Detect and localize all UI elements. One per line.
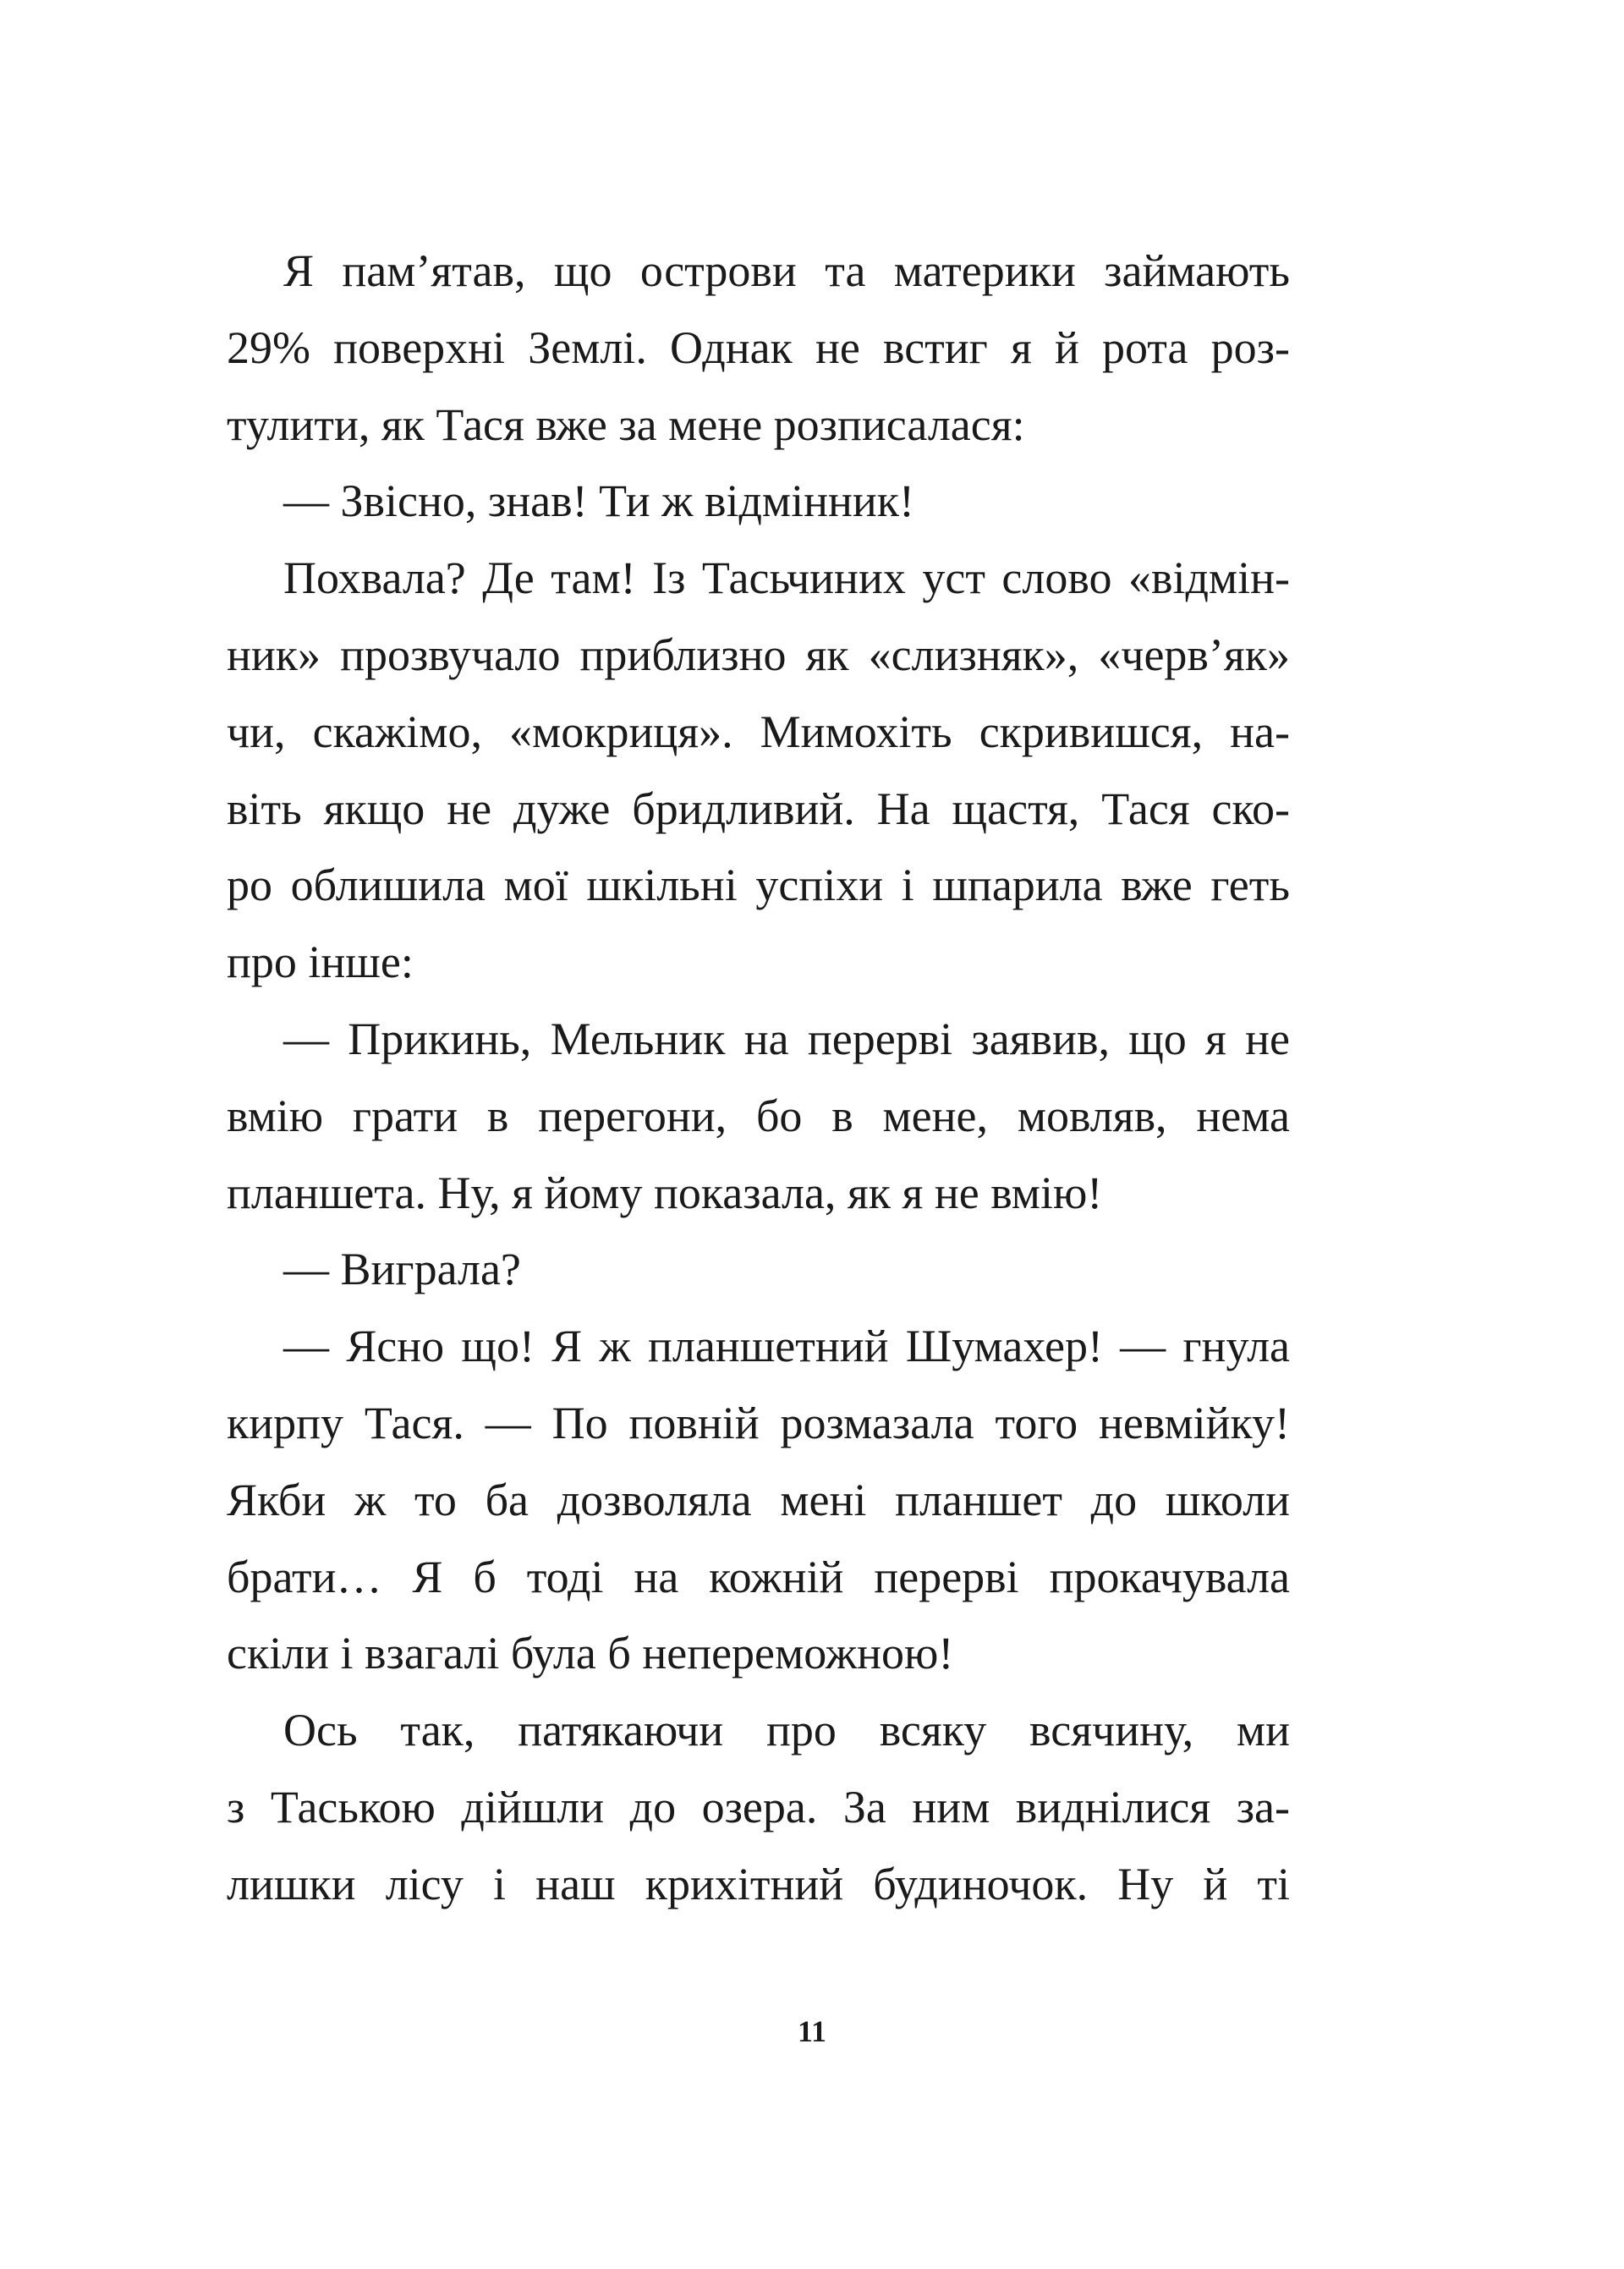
text-line-content: кирпу Тася. — По повній розмазала того невмійку! (227, 1397, 1290, 1448)
text-line (227, 1011, 1290, 1088)
text-line (227, 1472, 1290, 1549)
text-line-content: тулити, як Тася вже за мене розписалася: (227, 398, 1025, 450)
text-line-content: — Прикинь, Мельник на перерві заявив, що я не (283, 1013, 1290, 1064)
text-line (227, 1625, 1290, 1702)
text-line (227, 1702, 1290, 1779)
page-number: 11 (797, 2014, 826, 2048)
text-line-content: чи, скажімо, «мокриця». Мимохіть скривишся, на- (227, 706, 1290, 757)
text-line-content: Похвала? Де там! Із Тасьчиних уст слово «відмін- (283, 552, 1290, 604)
text-line-content: скіли і взагалі була б непереможною! (227, 1628, 954, 1679)
text-line (227, 397, 1290, 474)
text-line-content: Я пам’ятав, що острови та материки займають (283, 245, 1290, 296)
text-line (227, 627, 1290, 704)
text-line (227, 1088, 1290, 1165)
body-text (227, 243, 1290, 1933)
text-line (227, 934, 1290, 1011)
text-line (227, 550, 1290, 627)
text-line-content: — Звісно, знав! Ти ж відмінник! (283, 475, 915, 527)
text-line (227, 243, 1290, 320)
text-line-content: ро облишила мої шкільні успіхи і шпарила вже геть (227, 860, 1290, 911)
text-line-content: планшета. Ну, я йому показала, як я не вмію! (227, 1167, 1103, 1218)
text-line (227, 1549, 1290, 1626)
text-line-content: — Виграла? (283, 1244, 521, 1295)
text-line (227, 857, 1290, 934)
text-line (227, 1779, 1290, 1856)
text-line-content: лишки лісу і наш крихітний будиночок. Ну й ті (227, 1858, 1290, 1909)
text-line (227, 781, 1290, 858)
text-line (227, 1856, 1290, 1933)
text-line (227, 1165, 1290, 1242)
text-line (227, 473, 1290, 550)
text-line-content: про інше: (227, 937, 414, 988)
text-line-content: 29% поверхні Землі. Однак не встиг я й рота роз- (227, 321, 1290, 373)
text-line-content: Ось так, патякаючи про всяку всячину, ми (283, 1705, 1290, 1756)
text-line-content: — Ясно що! Я ж планшетний Шумахер! — гнула (283, 1321, 1290, 1372)
text-line-content: з Таською дійшли до озера. За ним виднілися за- (227, 1781, 1290, 1832)
text-line (227, 1318, 1290, 1395)
text-line-content: брати… Я б тоді на кожній перерві прокачувала (227, 1551, 1290, 1602)
text-line-content: Якби ж то ба дозволяла мені планшет до школи (227, 1474, 1290, 1525)
text-line-content: віть якщо не дуже бридливий. На щастя, Тася ско- (227, 783, 1290, 834)
text-line (227, 1241, 1290, 1318)
text-line-content: ник» прозвучало приблизно як «слизняк», «черв’як» (227, 629, 1290, 680)
text-line (227, 704, 1290, 781)
text-line-content: вмію грати в перегони, бо в мене, мовляв, нема (227, 1090, 1290, 1141)
text-line (227, 1395, 1290, 1472)
text-line (227, 320, 1290, 397)
